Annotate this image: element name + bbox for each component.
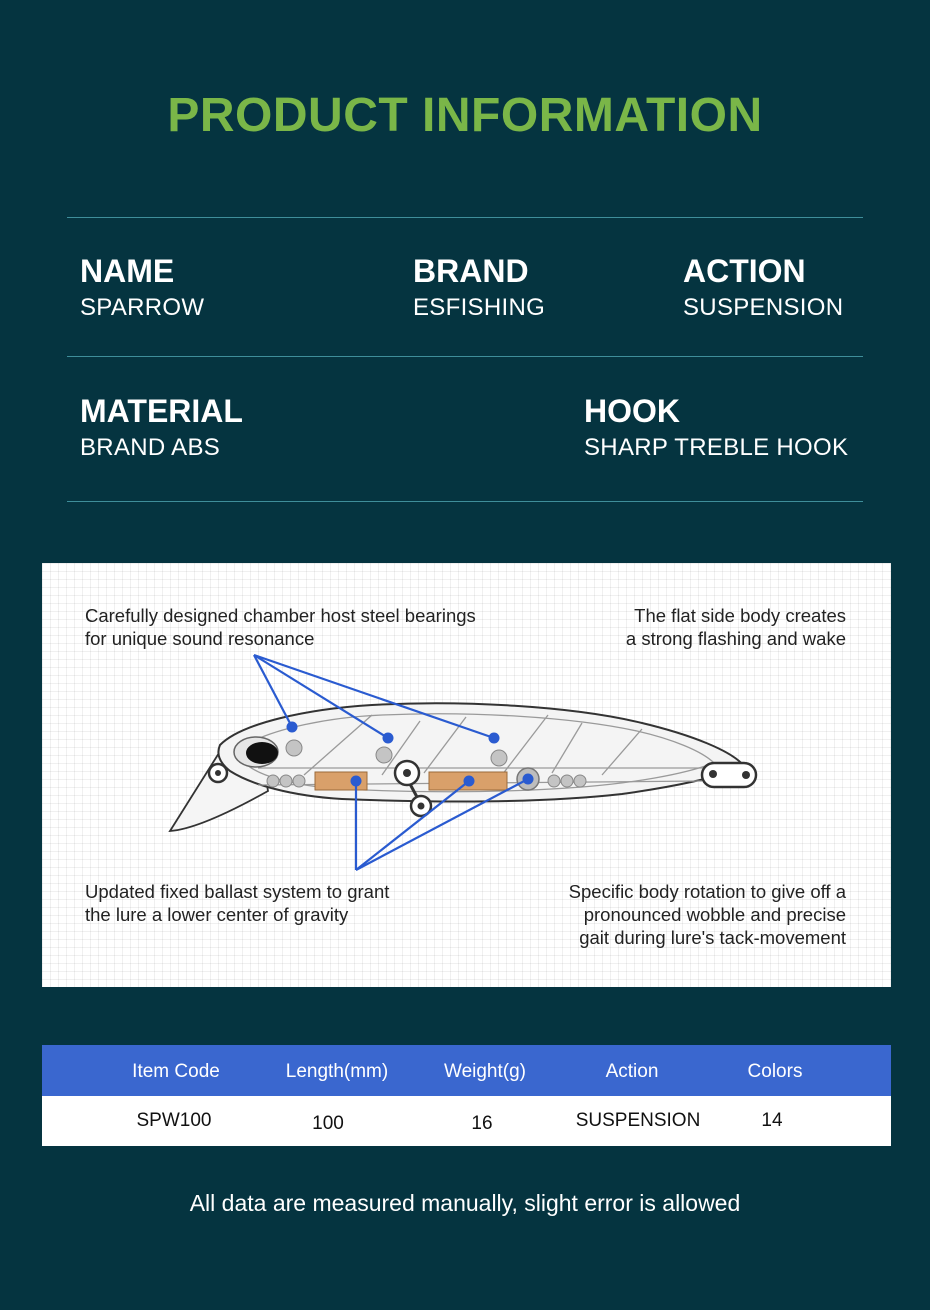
spec-hook	[584, 393, 848, 463]
table-cell: 100	[312, 1113, 344, 1134]
page-title: PRODUCT INFORMATION	[167, 89, 763, 142]
column-header: Colors	[747, 1061, 803, 1082]
bearing-ball	[280, 775, 292, 787]
spec-hook-label: HOOK	[584, 393, 680, 429]
spec-brand-value: ESFISHING	[413, 294, 546, 321]
note-flat-side-line: a strong flashing and wake	[625, 628, 846, 649]
lure-diagram	[42, 563, 891, 987]
spec-material	[80, 393, 243, 463]
note-flat-side-line: The flat side body creates	[634, 605, 846, 626]
note-chamber-line: Carefully designed chamber host steel bearings	[85, 605, 476, 626]
spec-table	[42, 1045, 891, 1146]
spec-brand	[413, 253, 545, 323]
lure-illustration	[42, 563, 891, 987]
note-ballast-line: Updated fixed ballast system to grant	[85, 881, 390, 902]
table-row	[42, 1096, 891, 1146]
spec-name-value: SPARROW	[80, 294, 205, 321]
bearing-ball	[574, 775, 586, 787]
callout-dot	[383, 733, 394, 744]
bearing-ball	[491, 750, 507, 766]
note-rotation-line: gait during lure's tack-movement	[579, 927, 846, 948]
measurement-note: All data are measured manually, slight error is allowed	[189, 1190, 741, 1216]
note-rotation-line: Specific body rotation to give off a	[568, 881, 846, 902]
bearing-ball	[548, 775, 560, 787]
divider	[67, 356, 863, 357]
note-chamber-line: for unique sound resonance	[85, 628, 315, 649]
table-header	[42, 1045, 891, 1096]
bearing-ball	[267, 775, 279, 787]
bearing-ball	[561, 775, 573, 787]
column-header: Length(mm)	[285, 1061, 389, 1082]
note-ballast-line: the lure a lower center of gravity	[85, 904, 349, 925]
bearing-ball	[376, 747, 392, 763]
table-cell: 14	[761, 1110, 783, 1131]
spec-action-label: ACTION	[683, 253, 806, 289]
table-cell: SUSPENSION	[575, 1110, 701, 1131]
column-header: Weight(g)	[443, 1061, 527, 1082]
lure-eye	[246, 742, 278, 764]
divider	[67, 217, 863, 218]
line-eyelet-hole	[215, 770, 221, 776]
callout-dot	[351, 776, 362, 787]
callout-dot	[287, 722, 298, 733]
spec-brand-label: BRAND	[413, 253, 529, 289]
bearing-ball	[286, 740, 302, 756]
callout-dot	[523, 774, 534, 785]
callout-dot	[464, 776, 475, 787]
divider	[67, 501, 863, 502]
spec-action-value: SUSPENSION	[683, 294, 844, 321]
spec-material-value: BRAND ABS	[80, 434, 221, 461]
spec-action	[683, 253, 843, 323]
spec-name-label: NAME	[80, 253, 175, 289]
spec-material-label: MATERIAL	[80, 393, 243, 429]
column-header: Action	[605, 1061, 659, 1082]
note-rotation-line: pronounced wobble and precise	[583, 904, 846, 925]
bearing-ball	[293, 775, 305, 787]
spec-name	[80, 253, 204, 323]
tail-eyelet	[702, 763, 756, 787]
spec-hook-value: SHARP TREBLE HOOK	[584, 434, 849, 461]
column-header: Item Code	[132, 1061, 220, 1082]
table-cell: SPW100	[136, 1110, 212, 1131]
callout-dot	[489, 733, 500, 744]
table-cell: 16	[471, 1113, 493, 1134]
